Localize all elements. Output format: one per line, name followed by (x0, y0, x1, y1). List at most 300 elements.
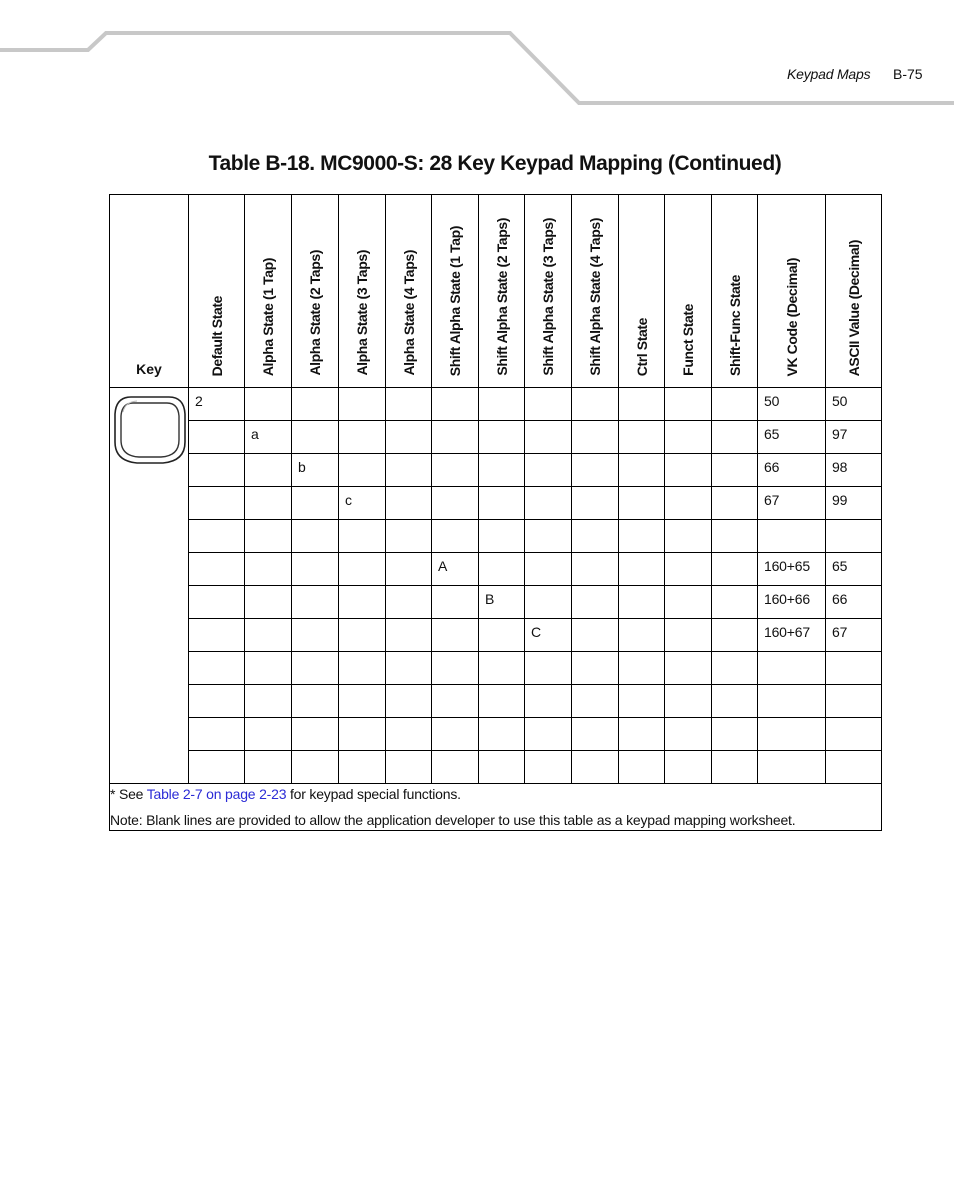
cell-value (712, 751, 757, 756)
table-cell (826, 718, 882, 751)
table-cell (292, 520, 339, 553)
table-cell (479, 553, 525, 586)
table-cell (572, 421, 619, 454)
cell-value (432, 586, 478, 591)
cell-value: 66 (764, 459, 780, 475)
table-cell (758, 652, 826, 685)
table-cell (525, 388, 572, 421)
cell-value (712, 553, 757, 558)
table-cell (386, 718, 432, 751)
cell-value (432, 454, 478, 459)
table-cell (572, 652, 619, 685)
cell-value (712, 652, 757, 657)
table-cell (479, 487, 525, 520)
cell-value: C (531, 624, 541, 640)
table-cell (339, 388, 386, 421)
cell-value (479, 454, 524, 459)
cell-value (826, 685, 881, 690)
table-cell (292, 586, 339, 619)
cell-value (386, 652, 431, 657)
note-see-suffix: for keypad special functions. (286, 786, 461, 802)
table-cell (432, 487, 479, 520)
table-cell (665, 619, 712, 652)
cell-value (479, 553, 524, 558)
cell-value (245, 553, 291, 558)
table-cell (245, 421, 292, 454)
table-cell (572, 454, 619, 487)
table-cell (386, 388, 432, 421)
table-cell (292, 553, 339, 586)
cell-value: a (251, 426, 259, 442)
table-cell (619, 751, 665, 784)
table-cell (619, 388, 665, 421)
cell-value (712, 685, 757, 690)
cell-value (712, 421, 757, 426)
table-cell (758, 388, 826, 421)
cell-value (572, 487, 618, 492)
cell-value (712, 520, 757, 525)
cell-value (189, 586, 244, 591)
table-cell (339, 685, 386, 718)
table-cell (339, 718, 386, 751)
table-cell (386, 454, 432, 487)
table-cell (245, 619, 292, 652)
column-header-label: VK Code (Decimal) (783, 257, 800, 376)
cell-value (665, 388, 711, 393)
table-row (110, 487, 882, 520)
table-cell (292, 751, 339, 784)
cell-value (245, 520, 291, 525)
cell-value (386, 454, 431, 459)
cell-value (479, 421, 524, 426)
cell-value: 160+67 (764, 624, 810, 640)
cell-value (292, 421, 338, 426)
cell-value (572, 553, 618, 558)
column-header (479, 195, 525, 388)
cell-value (826, 652, 881, 657)
cell-value (572, 454, 618, 459)
cell-value (619, 619, 664, 624)
table-cell (712, 652, 758, 685)
table-cell (665, 553, 712, 586)
column-header-label: Alpha State (3 Taps) (354, 250, 370, 376)
table-cell (292, 421, 339, 454)
table-cell (339, 652, 386, 685)
column-header-label: Shift Alpha State (4 Taps) (587, 218, 603, 376)
table-cell (712, 586, 758, 619)
cell-value (712, 388, 757, 393)
table-row (110, 553, 882, 586)
cell-value (619, 586, 664, 591)
table-cell (245, 553, 292, 586)
cell-value (525, 487, 571, 492)
table-cell (525, 685, 572, 718)
column-header (712, 195, 758, 388)
cell-value (386, 619, 431, 624)
cell-value (525, 652, 571, 657)
column-header-label: ASCII Value (Decimal) (845, 239, 862, 376)
table-cell (712, 520, 758, 553)
table-cell (619, 421, 665, 454)
cell-value (758, 685, 825, 690)
table-cell (386, 421, 432, 454)
cell-value (525, 751, 571, 756)
column-header (525, 195, 572, 388)
table-cell (189, 421, 245, 454)
cell-value (386, 553, 431, 558)
cell-value: 160+66 (764, 591, 810, 607)
table-cell (339, 553, 386, 586)
cell-value (292, 487, 338, 492)
column-header (292, 195, 339, 388)
table-cell (712, 751, 758, 784)
table-cell (479, 652, 525, 685)
table-cell (665, 454, 712, 487)
table-cell (292, 652, 339, 685)
table-cell (572, 520, 619, 553)
table-row (110, 751, 882, 784)
table-cell (479, 586, 525, 619)
table-cell (665, 718, 712, 751)
table-cell (339, 487, 386, 520)
cell-value: c (345, 492, 352, 508)
cell-value (339, 619, 385, 624)
table-cell (339, 421, 386, 454)
table-cell (619, 586, 665, 619)
table-cell (525, 520, 572, 553)
table-cell (826, 685, 882, 718)
cell-value (245, 586, 291, 591)
cell-value (432, 652, 478, 657)
table-cell (619, 553, 665, 586)
cell-value: 65 (832, 558, 848, 574)
table-cell (386, 520, 432, 553)
table-cell (572, 718, 619, 751)
table-cell (665, 520, 712, 553)
cell-value (665, 619, 711, 624)
table-cell (189, 718, 245, 751)
cell-value (619, 553, 664, 558)
cell-value (619, 520, 664, 525)
table-cell (386, 553, 432, 586)
table-cell (292, 487, 339, 520)
cell-value (712, 454, 757, 459)
cell-value (292, 520, 338, 525)
table-cell (619, 454, 665, 487)
table-cell (826, 553, 882, 586)
cell-value (525, 718, 571, 723)
cell-value (619, 487, 664, 492)
cell-value (826, 751, 881, 756)
column-header (758, 195, 826, 388)
table-cell (572, 685, 619, 718)
cell-value (525, 388, 571, 393)
cell-value (432, 388, 478, 393)
table-cell (245, 718, 292, 751)
note-see (110, 784, 881, 804)
table-cell (432, 652, 479, 685)
cell-value (572, 685, 618, 690)
table-cell (189, 454, 245, 487)
cell-value (619, 751, 664, 756)
table-cell (432, 454, 479, 487)
cell-value (189, 685, 244, 690)
cell-value (245, 619, 291, 624)
key-cell (110, 388, 189, 784)
cell-value (758, 520, 825, 525)
note-see-prefix: * See (110, 786, 147, 802)
column-header-label: Shift Alpha State (2 Taps) (493, 218, 510, 376)
cell-value (189, 619, 244, 624)
table-cell (479, 751, 525, 784)
column-header (619, 195, 665, 388)
cell-value (432, 751, 478, 756)
column-header-label: Ctrl State (633, 317, 650, 376)
table-cell (189, 652, 245, 685)
cell-value (479, 652, 524, 657)
cell-value (525, 553, 571, 558)
cell-value (339, 685, 385, 690)
table-cell (525, 421, 572, 454)
note-blank-lines: Note: Blank lines are provided to allow the application developer to use this table as a keypad mapping worksheet. (110, 812, 796, 828)
table-row (110, 421, 882, 454)
table-cell (712, 685, 758, 718)
notes-cell (110, 784, 882, 831)
cell-value: 67 (832, 624, 848, 640)
table-cell (619, 520, 665, 553)
table-cell (665, 652, 712, 685)
cell-value: 66 (832, 591, 848, 607)
table-cell (619, 685, 665, 718)
cell-value (386, 520, 431, 525)
cell-value (339, 718, 385, 723)
cell-value (386, 487, 431, 492)
table-cell (712, 454, 758, 487)
table-cell (339, 520, 386, 553)
cell-value (619, 685, 664, 690)
table-cell (712, 388, 758, 421)
cell-value (619, 718, 664, 723)
cell-value (572, 619, 618, 624)
table-cell (245, 586, 292, 619)
table-cell (619, 718, 665, 751)
cell-value (572, 421, 618, 426)
column-header-label: Alpha State (2 Taps) (307, 250, 323, 376)
cell-value (525, 685, 571, 690)
cell-value (432, 520, 478, 525)
table-cell (479, 421, 525, 454)
cell-value (826, 718, 881, 723)
table-cell (665, 421, 712, 454)
column-header-label: Alpha State (4 Taps) (400, 250, 417, 376)
table-cell (525, 487, 572, 520)
cell-value (619, 652, 664, 657)
cell-value (525, 454, 571, 459)
table-cell (665, 388, 712, 421)
table-cell (432, 388, 479, 421)
column-header-key (110, 195, 189, 388)
column-header (189, 195, 245, 388)
table-cell (432, 751, 479, 784)
cell-value (189, 553, 244, 558)
cell-value (665, 421, 711, 426)
table-cell (758, 421, 826, 454)
cell-value (665, 652, 711, 657)
table-row (110, 586, 882, 619)
cell-value (525, 586, 571, 591)
table-cell (386, 586, 432, 619)
table-2-7-link[interactable]: Table 2-7 on page 2-23 (146, 786, 287, 802)
running-header-section: Keypad Maps (787, 66, 871, 82)
table-cell (432, 421, 479, 454)
table-cell (339, 454, 386, 487)
table-cell (826, 520, 882, 553)
cell-value (292, 685, 338, 690)
table-cell (245, 520, 292, 553)
table-cell (826, 388, 882, 421)
cell-value: 160+65 (764, 558, 810, 574)
table-row (110, 454, 882, 487)
table-cell (245, 751, 292, 784)
cell-value: 2 (195, 393, 203, 409)
table-row (110, 718, 882, 751)
cell-value: A (438, 558, 448, 574)
rounded-key-icon (113, 394, 187, 466)
cell-value (758, 751, 825, 756)
cell-value (712, 586, 757, 591)
table-cell (479, 718, 525, 751)
table-cell (245, 685, 292, 718)
cell-value (292, 586, 338, 591)
table-cell (572, 487, 619, 520)
table-cell (432, 553, 479, 586)
table-cell (826, 421, 882, 454)
column-header-label: Shift Alpha State (3 Taps) (540, 218, 556, 376)
column-header-label: Funct State (680, 304, 696, 376)
table-cell (712, 718, 758, 751)
table-cell (386, 652, 432, 685)
column-header (386, 195, 432, 388)
table-cell (826, 751, 882, 784)
table-cell (712, 553, 758, 586)
cell-value (712, 718, 757, 723)
cell-value (665, 454, 711, 459)
cell-value (189, 652, 244, 657)
table-cell (619, 487, 665, 520)
cell-value: 65 (764, 426, 780, 442)
table-row (110, 652, 882, 685)
cell-value (572, 718, 618, 723)
table-cell (826, 652, 882, 685)
table-cell (525, 454, 572, 487)
table-cell (758, 718, 826, 751)
table-cell (758, 586, 826, 619)
table-cell (479, 619, 525, 652)
cell-value (189, 487, 244, 492)
cell-value: 99 (832, 492, 848, 508)
cell-value (712, 619, 757, 624)
table-cell (432, 586, 479, 619)
table-cell (339, 619, 386, 652)
cell-value (339, 652, 385, 657)
table-body (110, 388, 882, 784)
cell-value (432, 487, 478, 492)
table-cell (525, 718, 572, 751)
cell-value (339, 388, 385, 393)
table-cell (292, 619, 339, 652)
table-cell (386, 685, 432, 718)
cell-value: 50 (832, 393, 848, 409)
cell-value (386, 388, 431, 393)
column-header (432, 195, 479, 388)
table-cell (386, 487, 432, 520)
cell-value (386, 685, 431, 690)
column-header (665, 195, 712, 388)
table-cell (432, 619, 479, 652)
cell-value (189, 520, 244, 525)
table-cell (479, 454, 525, 487)
table-cell (712, 421, 758, 454)
cell-value (339, 751, 385, 756)
table-cell (619, 652, 665, 685)
table-cell (572, 586, 619, 619)
cell-value (292, 619, 338, 624)
table-cell (189, 685, 245, 718)
header-decoration (0, 0, 954, 110)
table-cell (619, 619, 665, 652)
cell-value (339, 421, 385, 426)
column-header (339, 195, 386, 388)
cell-value (292, 388, 338, 393)
table-cell (572, 388, 619, 421)
table-cell (189, 751, 245, 784)
cell-value (525, 421, 571, 426)
column-header-label: Default State (208, 295, 225, 376)
column-header (826, 195, 882, 388)
page-number: B-75 (893, 66, 923, 82)
cell-value (292, 652, 338, 657)
table-cell (665, 586, 712, 619)
table-title: Table B-18. MC9000-S: 28 Key Keypad Mapping (Continued) (208, 152, 782, 175)
cell-value: 97 (832, 426, 848, 442)
cell-value (432, 685, 478, 690)
table-cell (189, 586, 245, 619)
table-cell (758, 685, 826, 718)
table-cell (189, 388, 245, 421)
cell-value (665, 487, 711, 492)
cell-value (665, 520, 711, 525)
table-cell (479, 685, 525, 718)
table-row (110, 685, 882, 718)
table-cell (826, 487, 882, 520)
cell-value (292, 718, 338, 723)
table-cell (339, 751, 386, 784)
cell-value (245, 388, 291, 393)
table-cell (245, 487, 292, 520)
cell-value (189, 421, 244, 426)
cell-value (245, 487, 291, 492)
keypad-mapping-table (109, 194, 882, 831)
table-cell (572, 751, 619, 784)
column-header-label: Alpha State (1 Tap) (260, 257, 276, 376)
cell-value (619, 454, 664, 459)
cell-value (619, 388, 664, 393)
table-cell (572, 619, 619, 652)
table-cell (572, 553, 619, 586)
table-cell (758, 487, 826, 520)
table-cell (189, 619, 245, 652)
cell-value (479, 718, 524, 723)
